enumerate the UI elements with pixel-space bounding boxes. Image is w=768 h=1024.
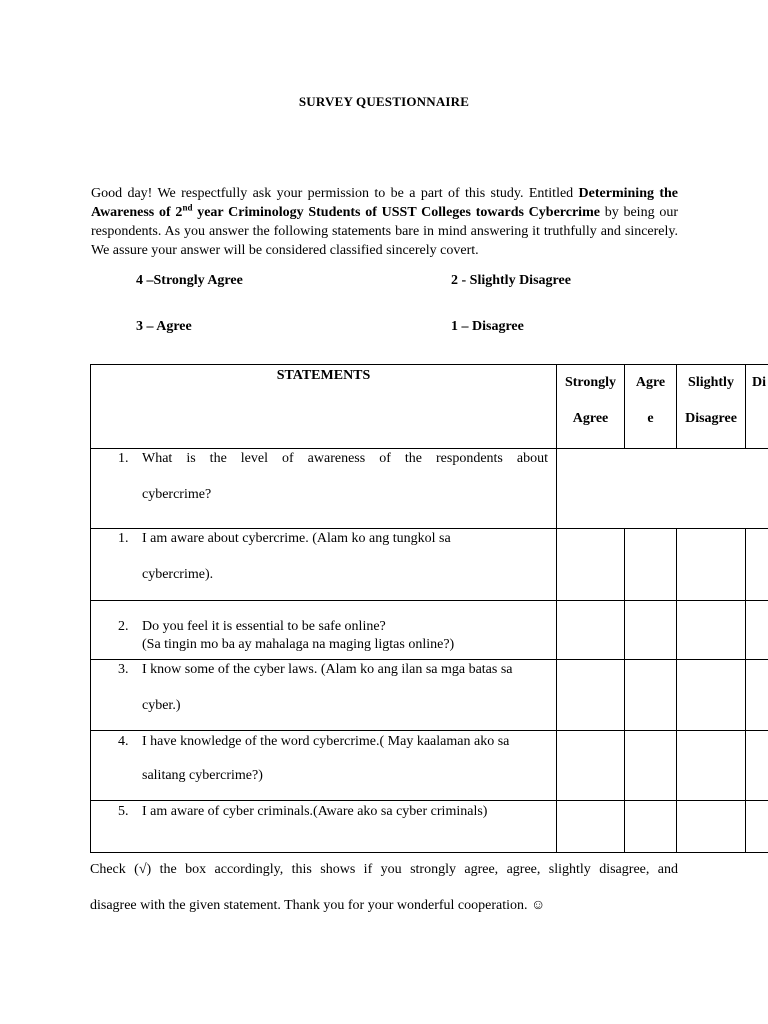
checkbox-disagree[interactable] — [746, 731, 768, 801]
table-row — [91, 601, 768, 660]
footer-line2: disagree with the given statement. Thank you for your wonderful cooperation. ☺ — [90, 898, 546, 913]
checkbox-disagree[interactable] — [746, 801, 768, 853]
table-row — [91, 529, 768, 601]
header-strongly-agree — [557, 365, 625, 449]
header-slightly-disagree-line2: Disagree — [685, 411, 737, 426]
checkbox-agree[interactable] — [625, 529, 677, 601]
section-question — [91, 449, 557, 529]
checkbox-strongly-agree[interactable] — [557, 601, 625, 660]
study-title-b: year Criminology Students of USST Colleges towards Cybercrime — [192, 205, 600, 220]
statement-line1: I am aware of cyber criminals.(Aware ako sa cyber criminals) — [142, 804, 488, 819]
section-line1: What is the level of awareness of the respondents about — [142, 451, 548, 466]
study-title-sup: nd — [182, 202, 193, 213]
section-line2: cybercrime? — [142, 487, 212, 502]
header-slightly-disagree-line1: Slightly — [688, 375, 734, 390]
statement-number: 1. — [118, 531, 129, 546]
footer-line1: Check (√) the box accordingly, this shows if you strongly agree, agree, slightly disagree, and — [90, 862, 678, 877]
statement-4 — [91, 731, 557, 801]
checkbox-agree[interactable] — [625, 801, 677, 853]
footer-instructions — [90, 852, 678, 924]
statement-number: 3. — [118, 662, 129, 677]
checkbox-strongly-agree[interactable] — [557, 660, 625, 731]
checkbox-strongly-agree[interactable] — [557, 801, 625, 853]
checkbox-slightly-disagree[interactable] — [677, 731, 746, 801]
survey-table — [90, 364, 768, 853]
table-header-row — [91, 365, 768, 449]
checkbox-agree[interactable] — [625, 731, 677, 801]
statement-line2: salitang cybercrime?) — [142, 768, 263, 783]
scale-strongly-agree: 4 –Strongly Agree — [136, 273, 243, 288]
statement-number: 2. — [118, 619, 129, 634]
table-row — [91, 660, 768, 731]
checkbox-slightly-disagree[interactable] — [677, 601, 746, 660]
scale-disagree: 1 – Disagree — [451, 319, 524, 334]
header-strongly-agree-line2: Agree — [572, 411, 609, 426]
statement-2 — [91, 601, 557, 660]
statement-line1: I have knowledge of the word cybercrime.( May kaalaman ako sa — [142, 734, 510, 749]
intro-text-a: Good day! We respectfully ask your permission to be a part of this study. Entitled — [91, 186, 579, 201]
header-agree-line1: Agre — [635, 375, 666, 390]
header-slightly-disagree — [677, 365, 746, 449]
statement-line2: (Sa tingin mo ba ay mahalaga na maging ligtas online?) — [142, 637, 455, 652]
statement-number: 4. — [118, 734, 129, 749]
scale-agree: 3 – Agree — [136, 319, 192, 334]
header-strongly-agree-line1: Strongly — [564, 375, 617, 390]
statement-3 — [91, 660, 557, 731]
scale-slightly-disagree: 2 - Slightly Disagree — [451, 273, 571, 288]
checkbox-agree[interactable] — [625, 660, 677, 731]
header-disagree — [746, 365, 768, 449]
statement-number: 5. — [118, 804, 129, 819]
checkbox-slightly-disagree[interactable] — [677, 529, 746, 601]
document-title: SURVEY QUESTIONNAIRE — [298, 94, 470, 109]
checkbox-strongly-agree[interactable] — [557, 731, 625, 801]
header-agree — [625, 365, 677, 449]
intro-text-b: by being our respondents. As you answer the following statements bare in mind answering it truthfully and sincerely. We assure your answer will be considered classified sincerely covert. — [91, 205, 678, 258]
intro-paragraph — [91, 184, 678, 260]
checkbox-disagree[interactable] — [746, 529, 768, 601]
checkbox-slightly-disagree[interactable] — [677, 660, 746, 731]
statement-line1: I am aware about cybercrime. (Alam ko ang tungkol sa — [142, 531, 451, 546]
statement-5 — [91, 801, 557, 853]
statement-line1: Do you feel it is essential to be safe online? — [142, 619, 386, 634]
checkbox-strongly-agree[interactable] — [557, 529, 625, 601]
checkbox-slightly-disagree[interactable] — [677, 801, 746, 853]
checkbox-disagree[interactable] — [746, 601, 768, 660]
statement-1 — [91, 529, 557, 601]
checkbox-disagree[interactable] — [746, 660, 768, 731]
statement-line2: cybercrime). — [142, 567, 214, 582]
statement-line2: cyber.) — [142, 698, 181, 713]
table-row — [91, 801, 768, 853]
statement-line1: I know some of the cyber laws. (Alam ko ang ilan sa mga batas sa — [142, 662, 513, 677]
study-title-a: Determining the Awareness of 2 — [91, 186, 678, 220]
header-statements: STATEMENTS — [91, 365, 557, 449]
checkbox-agree[interactable] — [625, 601, 677, 660]
header-disagree-line1: Di — [752, 375, 766, 390]
table-row — [91, 731, 768, 801]
section-number: 1. — [118, 451, 129, 466]
section-row — [91, 449, 768, 529]
section-merged-cell — [557, 449, 768, 529]
header-agree-line2: e — [647, 411, 654, 426]
